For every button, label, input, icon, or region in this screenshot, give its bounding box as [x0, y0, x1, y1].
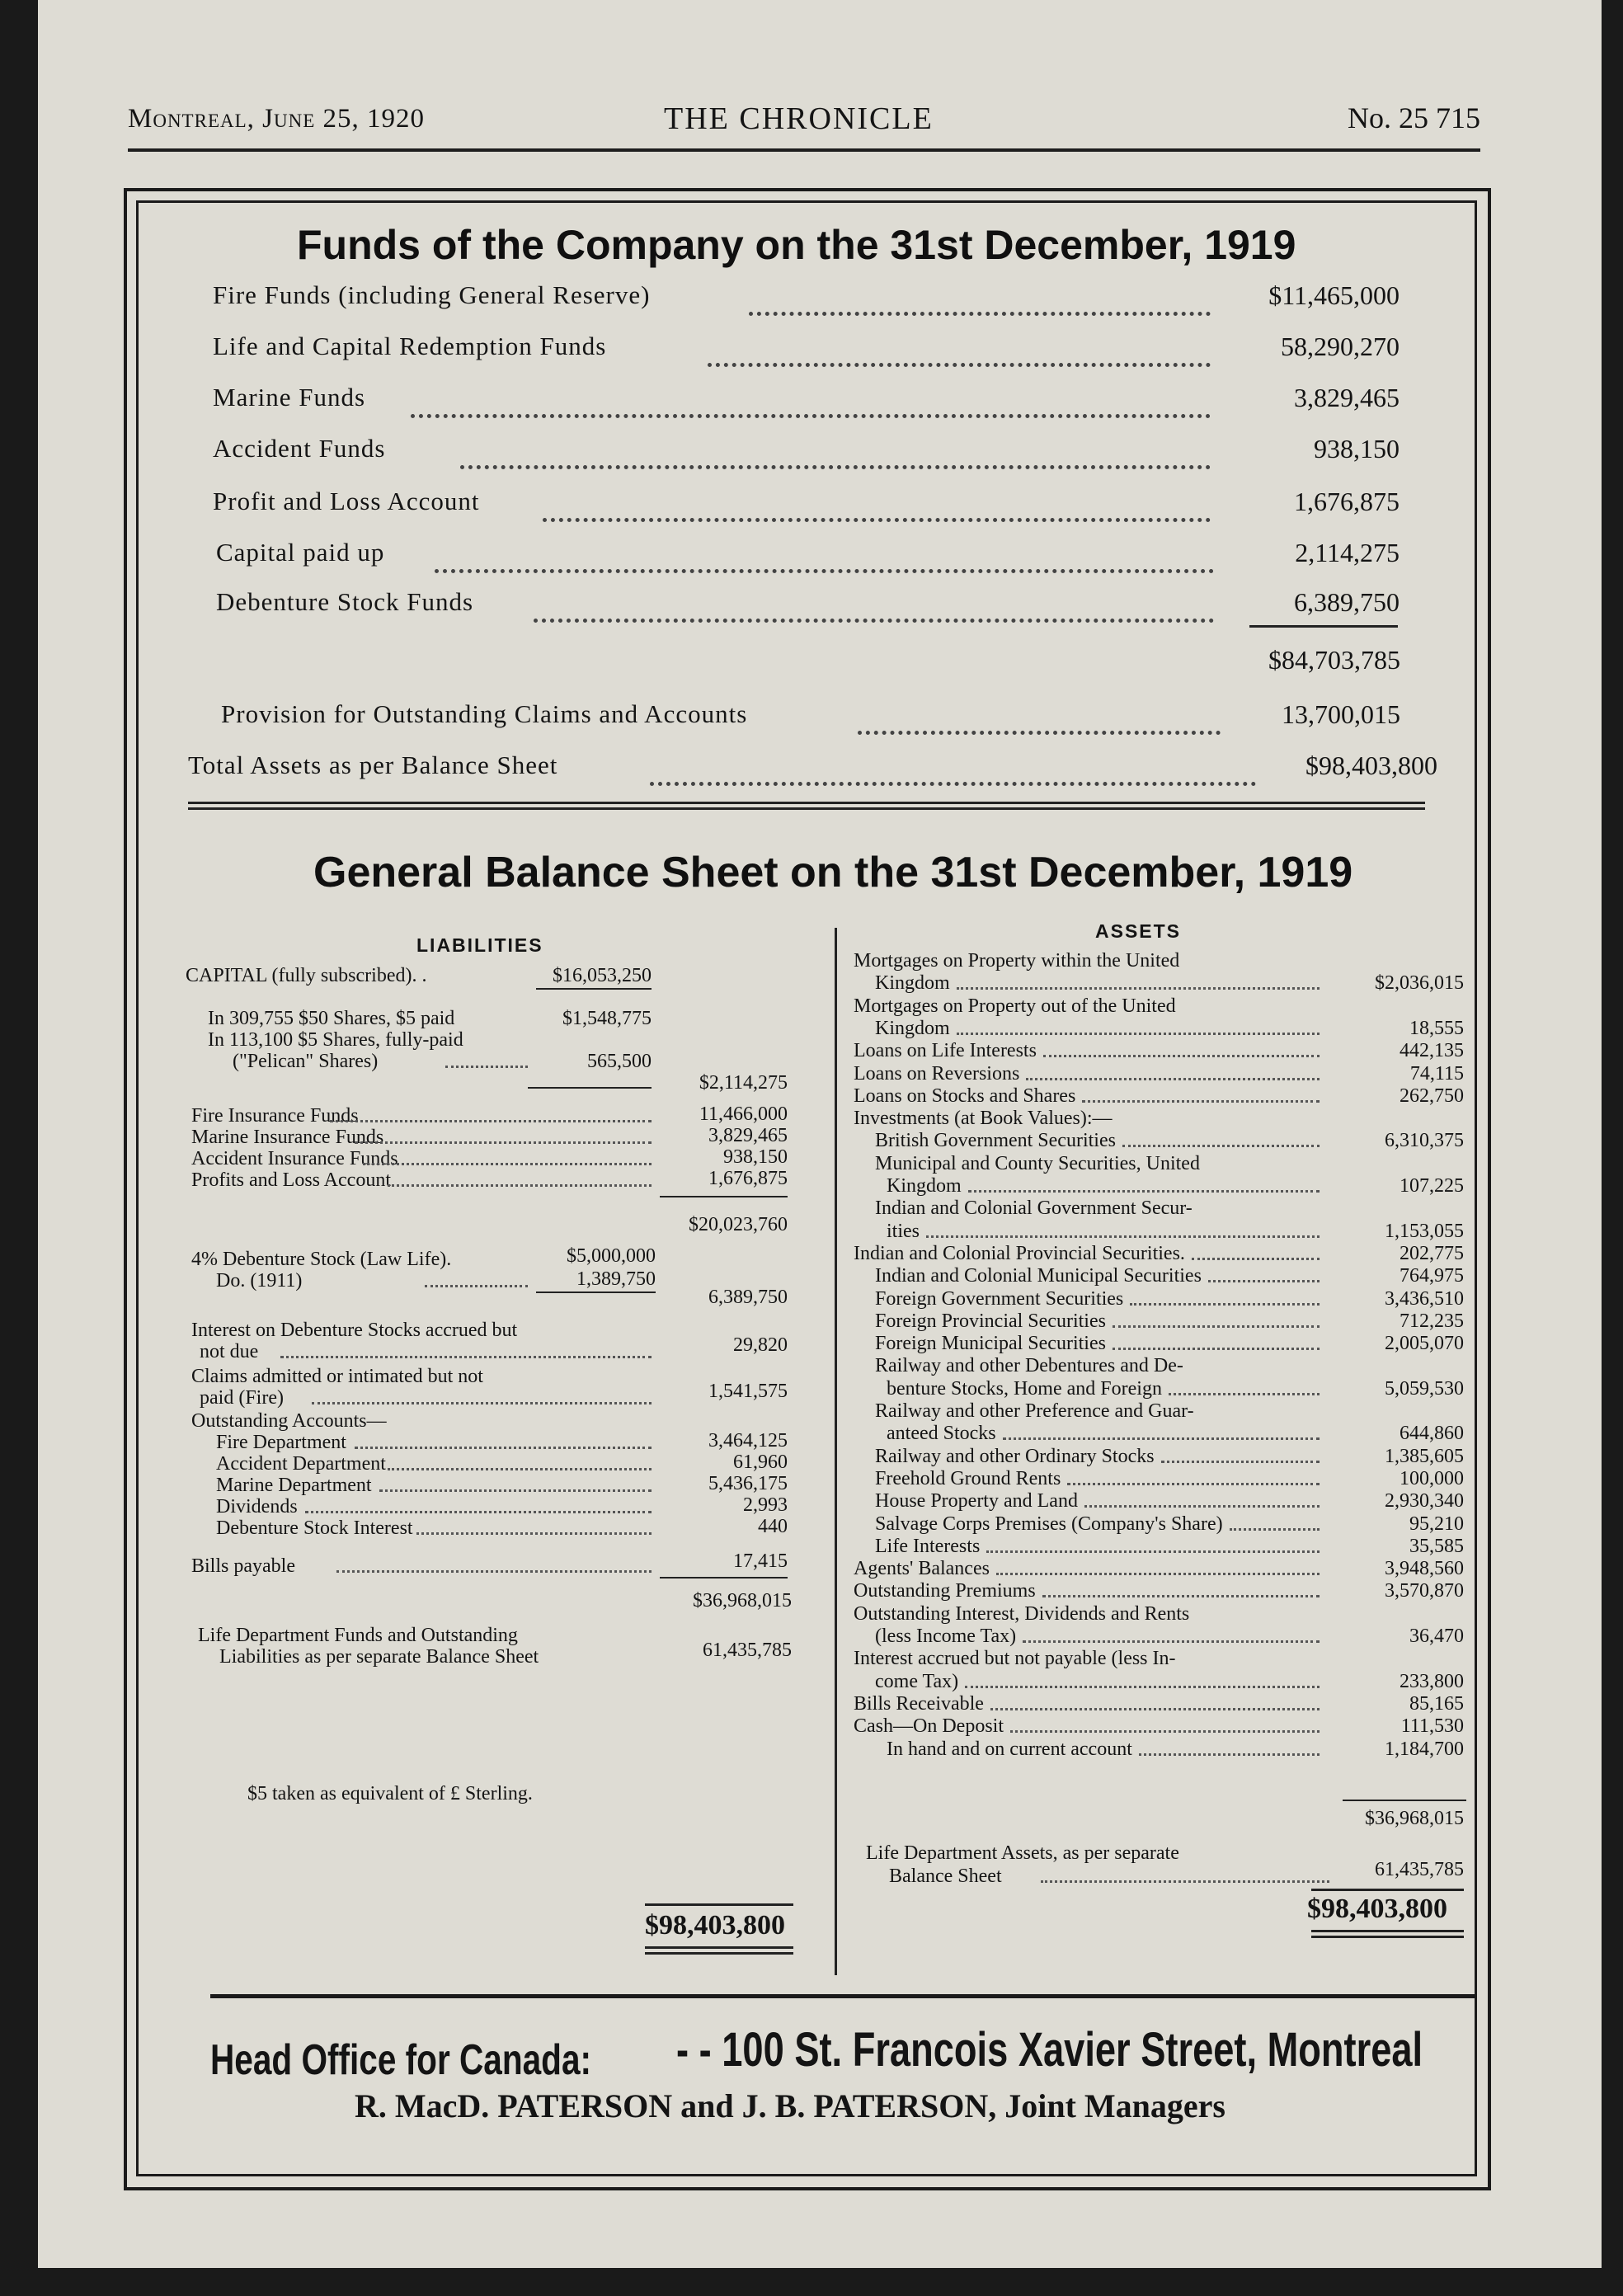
asset-label: Outstanding Premiums [854, 1580, 1036, 1602]
header-rule [128, 148, 1480, 152]
leader-dots [858, 706, 1221, 735]
asset-label: Indian and Colonial Government Secur- [875, 1197, 1193, 1219]
leader-dots [388, 1169, 652, 1187]
leader-dots [411, 389, 1211, 418]
fund-value: 938,150 [1314, 434, 1400, 463]
leader-dots [1169, 1378, 1320, 1395]
interest-line-1: Interest on Debenture Stocks accrued but [191, 1320, 518, 1341]
asset-label: Loans on Life Interests [854, 1040, 1037, 1061]
outstanding-label: Fire Department [216, 1432, 346, 1453]
asset-label: Indian and Colonial Municipal Securities [875, 1265, 1202, 1287]
life-funds-line-1: Life Department Funds and Outstanding [198, 1625, 518, 1646]
life-funds-line-2: Liabilities as per separate Balance Sheet [219, 1646, 539, 1668]
asset-value: 262,750 [1400, 1085, 1464, 1107]
provision-row [221, 699, 1400, 741]
fund-value: 6,389,750 [1294, 587, 1400, 617]
outstanding-heading: Outstanding Accounts— [191, 1410, 387, 1432]
leader-dots [1010, 1715, 1320, 1733]
head-office-address: - - 100 St. Francois Xavier Street, Montreal [676, 2023, 1423, 2077]
fund-line-value: 11,466,000 [699, 1103, 788, 1125]
fund-value: 3,829,465 [1294, 383, 1400, 412]
leader-dots [986, 1536, 1320, 1553]
asset-label: Foreign Government Securities [875, 1288, 1124, 1310]
leader-dots [965, 1671, 1320, 1688]
fund-line-label: Profits and Loss Account [191, 1169, 391, 1191]
shares-value-1: $1,548,775 [562, 1008, 652, 1029]
leader-dots [312, 1387, 652, 1404]
leader-dots [1003, 1423, 1320, 1440]
asset-value: 3,436,510 [1385, 1288, 1464, 1310]
fund-line-value: 938,150 [723, 1146, 788, 1168]
capital-total: $2,114,275 [699, 1072, 788, 1094]
outstanding-value: 2,993 [743, 1494, 788, 1516]
liabilities-subtotal: $36,968,015 [693, 1590, 792, 1611]
fund-line-value: 3,829,465 [708, 1125, 788, 1146]
leader-dots [1161, 1446, 1320, 1463]
debenture-line-1: 4% Debenture Stock (Law Life). [191, 1249, 452, 1270]
asset-value: 95,210 [1409, 1513, 1464, 1535]
leader-dots [1113, 1333, 1320, 1350]
asset-label: Outstanding Interest, Dividends and Rents [854, 1603, 1190, 1625]
asset-label: Loans on Reversions [854, 1063, 1020, 1084]
leader-dots [926, 1221, 1320, 1238]
leader-dots [1042, 1580, 1320, 1597]
leader-dots [1043, 1040, 1320, 1057]
assets-grand-total: $98,403,800 [1307, 1894, 1447, 1924]
joint-managers: R. MacD. PATERSON and J. B. PATERSON, Joint Managers [355, 2087, 1225, 2124]
rule [660, 1196, 788, 1197]
asset-value: 74,115 [1409, 1063, 1464, 1084]
total-assets-label: Total Assets as per Balance Sheet [188, 750, 558, 779]
section-divider [188, 802, 1425, 810]
leader-dots [355, 1432, 652, 1449]
debenture-value-1: $5,000,000 [567, 1245, 656, 1267]
leader-dots [1122, 1130, 1320, 1147]
asset-label: Kingdom [875, 972, 950, 994]
fund-label: Accident Funds [213, 434, 386, 463]
asset-value: 644,860 [1400, 1423, 1464, 1444]
asset-label: In hand and on current account [887, 1738, 1132, 1760]
interest-value: 29,820 [733, 1334, 788, 1356]
fund-label: Life and Capital Redemption Funds [213, 332, 607, 360]
liabilities-grand-total: $98,403,800 [645, 1910, 785, 1941]
asset-label: anteed Stocks [887, 1423, 996, 1444]
fund-value: $11,465,000 [1268, 280, 1400, 310]
leader-dots [305, 1496, 652, 1513]
claims-line-1: Claims admitted or intimated but not [191, 1366, 483, 1387]
asset-value: 100,000 [1400, 1468, 1464, 1489]
dateline: Montreal, June 25, 1920 [128, 104, 426, 134]
asset-value: 2,930,340 [1385, 1490, 1464, 1512]
outstanding-value: 5,436,175 [708, 1473, 788, 1494]
leader-dots [1192, 1243, 1320, 1260]
asset-value: 712,235 [1400, 1310, 1464, 1332]
asset-value: 107,225 [1400, 1175, 1464, 1197]
asset-label: British Government Securities [875, 1130, 1116, 1151]
rule [536, 1292, 656, 1293]
rule [1343, 1800, 1466, 1801]
column-divider [835, 928, 837, 1975]
asset-label: Mortgages on Property within the United [854, 950, 1180, 972]
leader-dots [1208, 1265, 1320, 1282]
outstanding-value: 440 [758, 1516, 788, 1537]
life-funds-value: 61,435,785 [703, 1640, 792, 1661]
leader-dots [650, 757, 1256, 786]
fund-row [216, 587, 1400, 628]
funds-total: $20,023,760 [689, 1214, 788, 1235]
outstanding-label: Marine Department [216, 1475, 372, 1496]
asset-value: 35,585 [1409, 1536, 1464, 1557]
asset-value: 3,570,870 [1385, 1580, 1464, 1602]
life-assets-value: 61,435,785 [1375, 1859, 1464, 1880]
capital-value: $16,053,250 [553, 965, 652, 986]
bills-payable-label: Bills payable [191, 1555, 295, 1577]
leader-dots [1041, 1866, 1329, 1883]
asset-label: Cash—On Deposit [854, 1715, 1004, 1737]
double-rule [1311, 1930, 1464, 1938]
asset-label: Indian and Colonial Provincial Securities. [854, 1243, 1185, 1264]
exchange-note: $5 taken as equivalent of £ Sterling. [247, 1783, 533, 1804]
footer-rule [210, 1994, 1476, 1998]
outstanding-value: 3,464,125 [708, 1430, 788, 1451]
asset-label: Railway and other Preference and Guar- [875, 1400, 1194, 1422]
fund-row [213, 487, 1400, 528]
leader-dots [957, 1018, 1320, 1035]
rule [1311, 1889, 1464, 1891]
scan-border-right [1602, 0, 1623, 2296]
asset-label: Interest accrued but not payable (less In- [854, 1648, 1176, 1669]
funds-title: Funds of the Company on the 31st December, 1919 [297, 222, 1296, 268]
claims-line-2: paid (Fire) [200, 1387, 284, 1409]
outstanding-label: Accident Department [216, 1453, 386, 1475]
funds-subtotal-row [213, 645, 1400, 686]
leader-dots [968, 1175, 1320, 1193]
fund-row [213, 434, 1400, 475]
leader-dots [990, 1693, 1320, 1710]
assets-heading: ASSETS [1095, 920, 1182, 942]
shares-line-1: In 309,755 $50 Shares, $5 paid [208, 1008, 455, 1029]
leader-dots [1082, 1085, 1320, 1103]
leader-dots [388, 1453, 652, 1470]
leader-dots [379, 1475, 652, 1492]
asset-value: 1,184,700 [1385, 1738, 1464, 1760]
fund-line-label: Accident Insurance Funds [191, 1148, 398, 1169]
fund-line-value: 1,676,875 [708, 1168, 788, 1189]
asset-label: Foreign Municipal Securities [875, 1333, 1106, 1354]
asset-label: Bills Receivable [854, 1693, 984, 1715]
leader-dots [1139, 1738, 1320, 1756]
rule [528, 1087, 652, 1089]
debenture-value-2: 1,389,750 [576, 1268, 656, 1290]
leader-dots [416, 1517, 652, 1535]
asset-label: Salvage Corps Premises (Company's Share) [875, 1513, 1223, 1535]
fund-row [213, 332, 1400, 373]
shares-line-2: In 113,100 $5 Shares, fully-paid [208, 1029, 463, 1051]
funds-subtotal: $84,703,785 [1268, 645, 1400, 675]
running-head [128, 99, 1480, 140]
fund-line-label: Marine Insurance Funds [191, 1127, 384, 1148]
fund-label: Profit and Loss Account [213, 487, 480, 515]
leader-dots [435, 544, 1214, 573]
asset-value: 18,555 [1409, 1018, 1464, 1039]
asset-value: 442,135 [1400, 1040, 1464, 1061]
asset-value: 3,948,560 [1385, 1558, 1464, 1579]
leader-dots [1023, 1626, 1320, 1643]
asset-label: ities [887, 1221, 920, 1242]
life-assets-line-1: Life Department Assets, as per separate [866, 1842, 1179, 1864]
fund-label: Debenture Stock Funds [216, 587, 474, 616]
asset-value: $2,036,015 [1375, 972, 1464, 994]
leader-dots [1113, 1310, 1320, 1328]
leader-dots [996, 1558, 1320, 1575]
shares-value-2: 565,500 [587, 1051, 652, 1072]
leader-dots [445, 1051, 528, 1068]
asset-label: Kingdom [887, 1175, 962, 1197]
asset-value: 5,059,530 [1385, 1378, 1464, 1400]
funds-sum-rule [1249, 625, 1398, 628]
head-office-label: Head Office for Canada: [210, 2036, 592, 2084]
issue-page-number: No. 25 715 [1348, 101, 1480, 134]
leader-dots [543, 493, 1211, 522]
asset-value: 1,385,605 [1385, 1446, 1464, 1467]
life-assets-line-2: Balance Sheet [889, 1866, 1002, 1887]
rule [660, 1577, 788, 1578]
capital-label: CAPITAL (fully subscribed). . [186, 965, 427, 986]
asset-label: (less Income Tax) [875, 1626, 1017, 1647]
leader-dots [957, 972, 1320, 990]
balance-sheet-title: General Balance Sheet on the 31st December, 1919 [313, 849, 1353, 896]
fund-value: 1,676,875 [1294, 487, 1400, 516]
fund-value: 58,290,270 [1281, 332, 1400, 361]
scan-border-left [0, 0, 38, 2296]
outstanding-value: 61,960 [733, 1451, 788, 1473]
fund-label: Capital paid up [216, 538, 385, 567]
fund-row [216, 538, 1400, 579]
shares-line-3: ("Pelican" Shares) [233, 1051, 379, 1072]
interest-line-2: not due [200, 1341, 259, 1362]
asset-label: Foreign Provincial Securities [875, 1310, 1106, 1332]
asset-label: benture Stocks, Home and Foreign [887, 1378, 1162, 1400]
asset-label: come Tax) [875, 1671, 959, 1692]
asset-value: 111,530 [1400, 1715, 1464, 1737]
asset-label: Railway and other Ordinary Stocks [875, 1446, 1155, 1467]
outstanding-label: Debenture Stock Interest [216, 1517, 413, 1539]
fund-line-label: Fire Insurance Funds [191, 1105, 359, 1127]
asset-label: Investments (at Book Values):— [854, 1108, 1113, 1129]
leader-dots [363, 1148, 652, 1165]
leader-dots [460, 440, 1211, 469]
asset-label: Kingdom [875, 1018, 950, 1039]
asset-value: 764,975 [1400, 1265, 1464, 1287]
claims-value: 1,541,575 [708, 1381, 788, 1402]
asset-value: 202,775 [1400, 1243, 1464, 1264]
publication-title: THE CHRONICLE [664, 101, 934, 136]
asset-value: 6,310,375 [1385, 1130, 1464, 1151]
leader-dots [1026, 1063, 1320, 1080]
rule [645, 1903, 793, 1906]
leader-dots [1067, 1468, 1320, 1485]
leader-dots [1130, 1288, 1320, 1306]
asset-value: 2,005,070 [1385, 1333, 1464, 1354]
asset-label: Agents' Balances [854, 1558, 990, 1579]
total-assets-value: $98,403,800 [1305, 750, 1437, 780]
asset-value: 1,153,055 [1385, 1221, 1464, 1242]
leader-dots [534, 594, 1214, 623]
provision-value: 13,700,015 [1282, 699, 1400, 729]
asset-value: 85,165 [1409, 1693, 1464, 1715]
double-rule [645, 1946, 793, 1955]
leader-dots [708, 338, 1211, 367]
asset-label: House Property and Land [875, 1490, 1078, 1512]
leader-dots [749, 287, 1211, 316]
rule [536, 988, 652, 990]
asset-label: Municipal and County Securities, United [875, 1153, 1200, 1174]
total-assets-row [188, 750, 1437, 792]
leader-dots [355, 1127, 652, 1144]
asset-label: Loans on Stocks and Shares [854, 1085, 1076, 1107]
asset-label: Life Interests [875, 1536, 981, 1557]
leader-dots [1084, 1490, 1320, 1508]
fund-row [213, 280, 1400, 322]
asset-label: Freehold Ground Rents [875, 1468, 1061, 1489]
leader-dots [336, 1555, 652, 1573]
fund-row [213, 383, 1400, 424]
asset-value: 233,800 [1400, 1671, 1464, 1692]
asset-value: 36,470 [1409, 1626, 1464, 1647]
asset-label: Mortgages on Property out of the United [854, 995, 1176, 1017]
leader-dots [425, 1270, 528, 1287]
outstanding-label: Dividends [216, 1496, 298, 1517]
debenture-line-2: Do. (1911) [216, 1270, 303, 1292]
provision-label: Provision for Outstanding Claims and Accounts [221, 699, 748, 728]
asset-label: Railway and other Debentures and De- [875, 1355, 1183, 1376]
leader-dots [1230, 1513, 1320, 1531]
fund-value: 2,114,275 [1295, 538, 1400, 567]
scan-border-bottom [0, 2268, 1623, 2296]
bills-payable-value: 17,415 [733, 1550, 788, 1572]
leader-dots [280, 1341, 652, 1358]
fund-label: Marine Funds [213, 383, 366, 412]
assets-subtotal: $36,968,015 [1365, 1808, 1464, 1829]
liabilities-heading: LIABILITIES [416, 934, 543, 956]
fund-label: Fire Funds (including General Reserve) [213, 280, 651, 309]
leader-dots [330, 1105, 652, 1122]
debenture-total: 6,389,750 [708, 1287, 788, 1308]
